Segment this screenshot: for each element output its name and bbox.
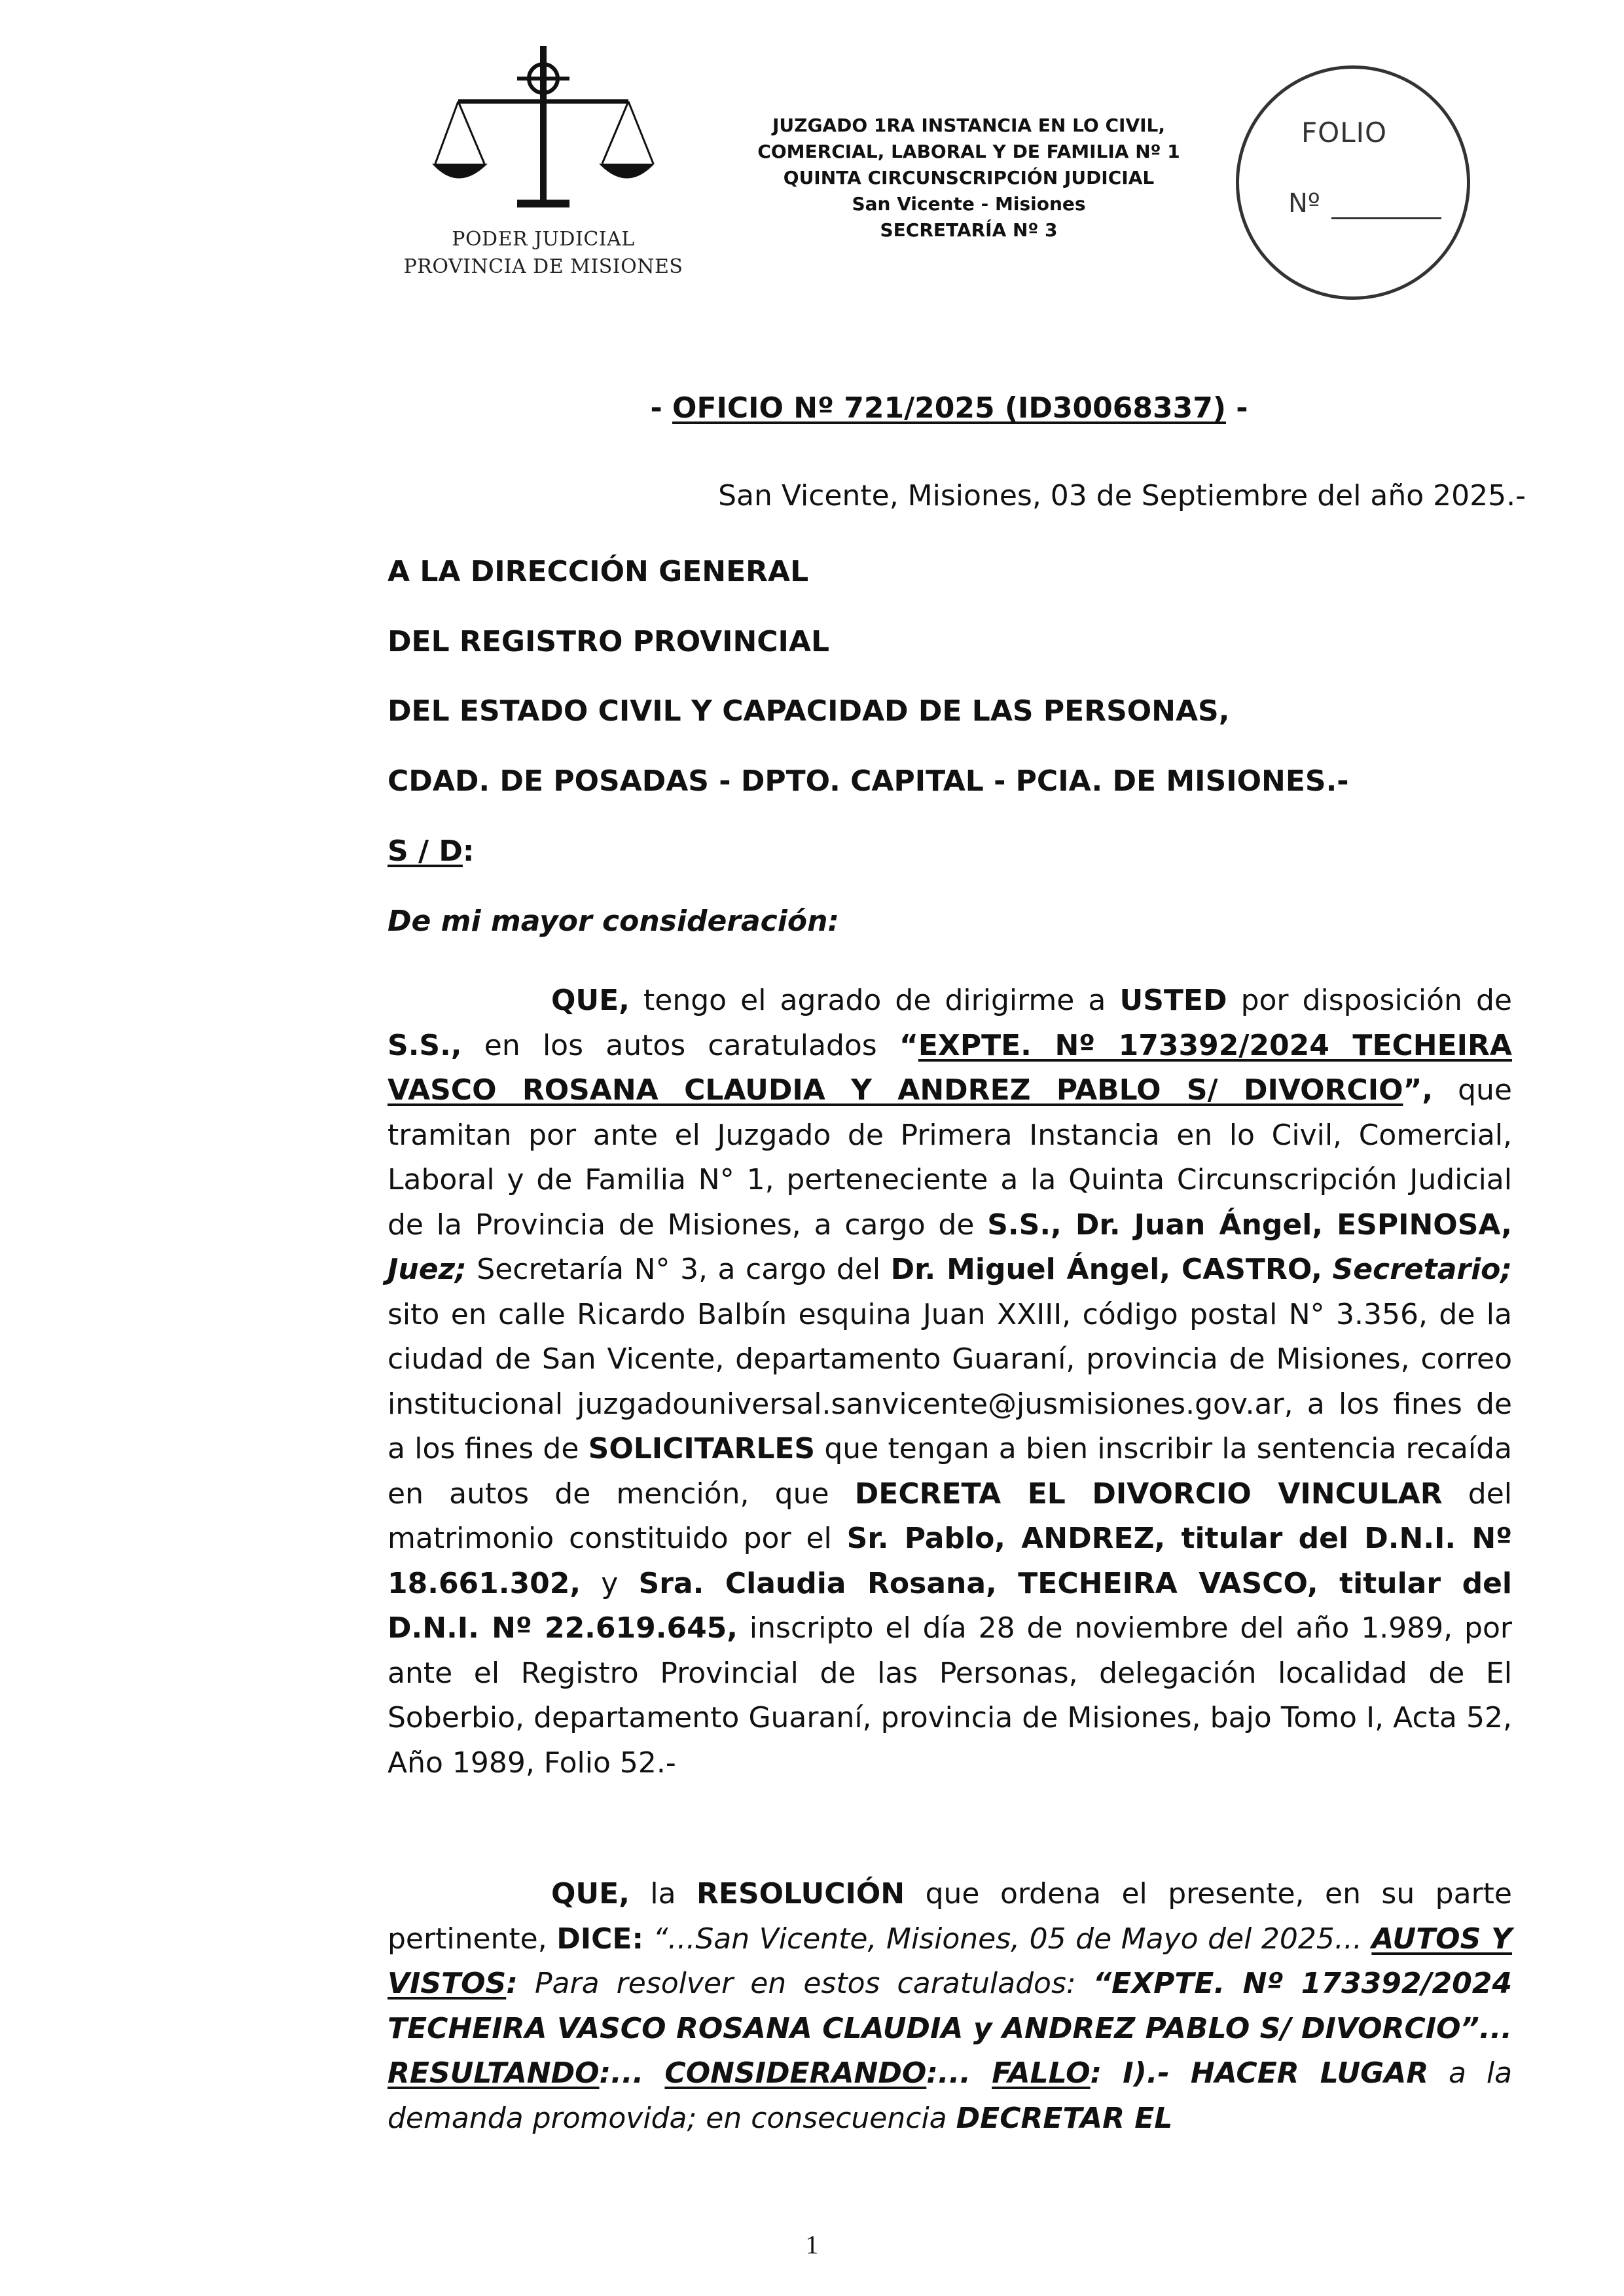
p1-text-5: Secretaría N° 3, a cargo del: [466, 1253, 891, 1286]
p1-divorce-decree: DECRETA EL DIVORCIO VINCULAR: [854, 1477, 1443, 1511]
sd-line: [388, 834, 475, 868]
p1-solicitarles: SOLICITARLES: [588, 1432, 816, 1465]
paragraph-2: [388, 1872, 1512, 2141]
p1-text-9: del matrimonio constituido por el: [388, 1477, 1512, 1555]
p2-hacer-lugar: : I).- HACER LUGAR: [1090, 2056, 1429, 2090]
poder-judicial-logo: [393, 39, 694, 295]
p1-ss: S.S.,: [388, 1028, 462, 1062]
court-line-3: QUINTA CIRCUNSCRIPCIÓN JUDICIAL: [783, 167, 1155, 188]
p1-que: QUE,: [551, 984, 630, 1017]
p2-decretar: DECRETAR EL: [956, 2101, 1173, 2135]
sd-colon: :: [462, 834, 475, 868]
logo-text-line1: PODER JUDICIAL: [452, 228, 635, 251]
court-line-1: JUZGADO 1RA INSTANCIA EN LO CIVIL,: [772, 115, 1166, 136]
p1-secretary-role: Secretario;: [1332, 1253, 1512, 1286]
p2-text-2: que ordena el presente, en su parte pertinente,: [388, 1877, 1512, 1956]
p1-text-10: y: [581, 1566, 639, 1600]
folio-number-blank: [1331, 217, 1441, 219]
greeting: De mi mayor consideración:: [388, 905, 839, 938]
scales-of-justice-icon: [432, 39, 655, 223]
sd-text: S / D: [388, 834, 463, 868]
p1-text-7: , a los fines de a los fines de: [388, 1387, 1513, 1465]
p2-fallo: FALLO: [992, 2056, 1091, 2090]
p1-judge: S.S., Dr. Juan Ángel, ESPINOSA,: [987, 1208, 1512, 1242]
p1-usted: USTED: [1119, 984, 1227, 1017]
p2-text-3: Para resolver en estos caratulados:: [517, 1967, 1093, 2000]
p1-judge-role: Juez;: [388, 1253, 467, 1286]
folio-circle: [1236, 65, 1470, 300]
logo-text-line2: PROVINCIA DE MISIONES: [403, 255, 683, 278]
addressee-line-3: DEL ESTADO CIVIL Y CAPACIDAD DE LAS PERSONAS,: [388, 694, 1230, 728]
folio-stamp: [1236, 65, 1479, 309]
p1-close-quote: ”,: [1403, 1073, 1434, 1107]
p1-text-4: que tramitan por ante el Juzgado de Primera Instancia en lo Civil, Comercial, Laboral y de Familia N° 1, perteneciente a la Quinta Circunscripción Judicial de la Provincia de Misiones, a cargo de: [388, 1073, 1512, 1242]
p2-considerando: CONSIDERANDO: [664, 2056, 927, 2090]
paragraph-1: [388, 978, 1512, 1785]
title-prefix: -: [650, 391, 673, 425]
p1-secretary: Dr. Miguel Ángel, CASTRO,: [890, 1253, 1322, 1286]
p1-case-title: EXPTE. Nº 173392/2024 TECHEIRA VASCO ROSANA CLAUDIA Y ANDREZ PABLO S/ DIVORCIO: [388, 1028, 1512, 1107]
folio-number-label: Nº: [1288, 188, 1320, 219]
p1-court-email: juzgadouniversal.sanvicente@jusmisiones.gov.ar: [577, 1387, 1284, 1421]
p1-text-8: que tengan a bien inscribir la sentencia recaída en autos de mención, que: [388, 1432, 1512, 1511]
p1-text-2: por disposición de: [1227, 984, 1512, 1017]
p2-case-title: “EXPTE. Nº 173392/2024 TECHEIRA VASCO ROSANA CLAUDIA y ANDREZ PABLO S/ DIVORCIO”...: [388, 1967, 1512, 2045]
addressee-line-4: CDAD. DE POSADAS - DPTO. CAPITAL - PCIA. DE MISIONES.-: [388, 764, 1349, 798]
addressee-line-2: DEL REGISTRO PROVINCIAL: [388, 625, 830, 658]
folio-label: FOLIO: [1301, 117, 1388, 149]
p2-sep-2: :...: [926, 2056, 992, 2090]
p2-quote-date: “...San Vicente, Misiones, 05 de Mayo del 2025...: [643, 1922, 1372, 1956]
p2-text-1: la: [629, 1877, 697, 1910]
court-line-2: COMERCIAL, LABORAL Y DE FAMILIA Nº 1: [757, 141, 1180, 162]
p2-resolucion: RESOLUCIÓN: [696, 1877, 905, 1910]
p2-colon-1: :: [506, 1967, 518, 2000]
p1-text-11: inscripto el día 28 de noviembre del año 1.989, por ante el Registro Provincial de las Personas, delegación localidad de El Soberbio, departamento Guaraní, provincia de Misiones, bajo Tomo I, Acta 52, Año 1989, Folio 52.-: [388, 1611, 1512, 1780]
p2-resultando: RESULTANDO: [388, 2056, 600, 2090]
p1-party-1: Sr. Pablo, ANDREZ, titular del D.N.I. Nº 18.661.302,: [388, 1522, 1513, 1600]
p2-autos-vistos: AUTOS Y VISTOS: [388, 1922, 1512, 2000]
p1-text-6: sito en calle Ricardo Balbín esquina Juan XXIII, código postal N° 3.356, de la ciudad de San Vicente, departamento Guaraní, provincia de Misiones, correo institucional: [388, 1297, 1512, 1421]
page-number: 1: [805, 2230, 819, 2259]
p2-text-4: a la demanda promovida; en consecuencia: [388, 2056, 1513, 2135]
p1-text-3: en los autos caratulados: [461, 1028, 899, 1062]
court-line-5: SECRETARÍA Nº 3: [880, 219, 1058, 241]
p1-open-quote: “: [899, 1028, 918, 1062]
oficio-number: OFICIO Nº 721/2025 (ID30068337): [672, 391, 1226, 425]
p2-sep-1: :...: [599, 2056, 665, 2090]
p2-dice: DICE:: [556, 1922, 644, 1956]
addressee-line-1: A LA DIRECCIÓN GENERAL: [388, 555, 809, 588]
p2-que: QUE,: [551, 1877, 630, 1910]
p1-text-1: tengo el agrado de dirigirme a: [629, 984, 1120, 1017]
oficio-title: [386, 391, 1512, 425]
p1-party-2: Sra. Claudia Rosana, TECHEIRA VASCO, titular del D.N.I. Nº 22.619.645,: [388, 1566, 1513, 1645]
court-heading: [681, 113, 1257, 243]
title-suffix: -: [1225, 391, 1248, 425]
court-line-4: San Vicente - Misiones: [852, 193, 1086, 215]
document-date: San Vicente, Misiones, 03 de Septiembre del año 2025.-: [718, 479, 1526, 512]
